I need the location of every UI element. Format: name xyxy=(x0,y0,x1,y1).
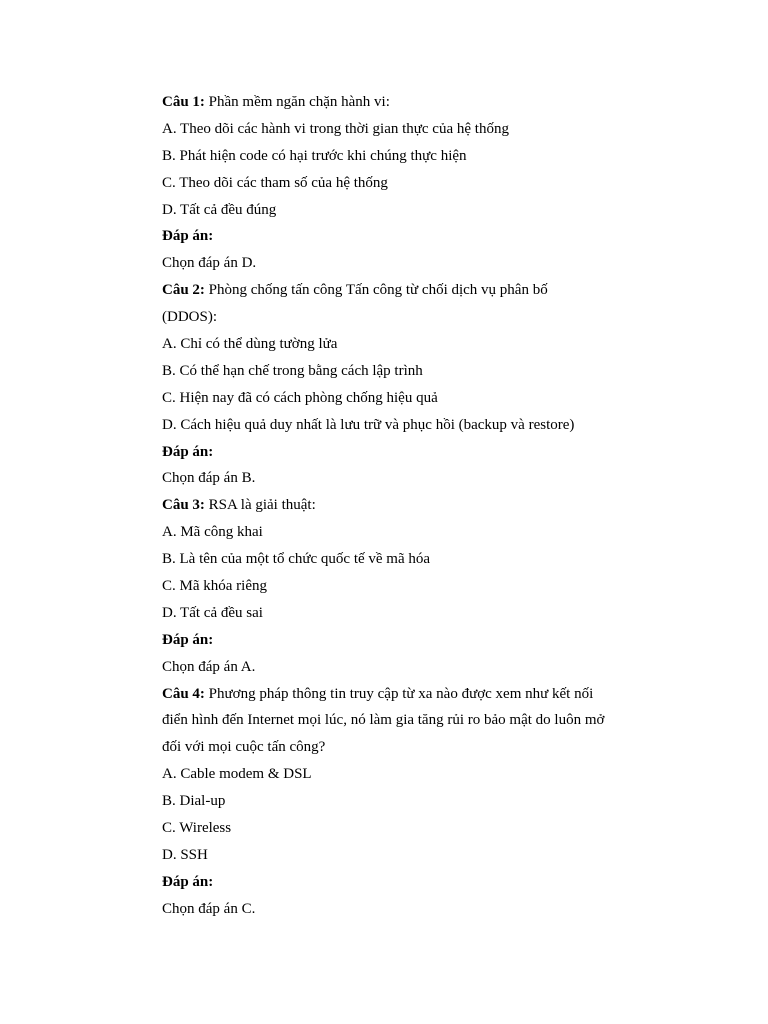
question-1-label: Câu 1: xyxy=(162,94,205,110)
question-3-option-a: A. Mã công khai xyxy=(162,524,263,541)
question-4-option-d: D. SSH xyxy=(162,846,208,863)
question-4-option-a: A. Cable modem & DSL xyxy=(162,766,312,783)
question-4-option-b: B. Dial-up xyxy=(162,793,226,810)
question-1-title xyxy=(162,89,622,116)
question-4-option-c: C. Wireless xyxy=(162,820,232,837)
question-1-option-b: B. Phát hiện code có hại trước khi chúng thực hiện xyxy=(162,147,467,164)
question-1-answer-label: Đáp án: xyxy=(162,228,214,245)
question-4-answer-label: Đáp án: xyxy=(162,873,214,890)
question-4-text-cont-1: điển hình đến Internet mọi lúc, nó làm gia tăng rủi ro bảo mật do luôn mở xyxy=(162,712,605,729)
question-4-label: Câu 4: xyxy=(162,685,205,702)
question-4-answer: Chọn đáp án C. xyxy=(162,900,256,917)
question-4-text: Phương pháp thông tin truy cập từ xa nào được xem như kết nối xyxy=(208,685,594,702)
question-3-answer: Chọn đáp án A. xyxy=(162,658,256,675)
question-2-answer: Chọn đáp án B. xyxy=(162,470,256,487)
question-2-label: Câu 2: xyxy=(162,282,205,299)
question-3-option-d: D. Tất cả đều sai xyxy=(162,604,263,621)
question-1-option-d: D. Tất cả đều đúng xyxy=(162,201,277,218)
question-2-option-b: B. Có thể hạn chế trong bằng cách lập trình xyxy=(162,362,423,379)
question-2 xyxy=(162,277,622,492)
question-3-title xyxy=(162,492,622,519)
question-2-option-d: D. Cách hiệu quả duy nhất là lưu trữ và phục hồi (backup và restore) xyxy=(162,416,575,433)
question-1-option-a: A. Theo dõi các hành vi trong thời gian thực của hệ thống xyxy=(162,120,509,137)
question-4 xyxy=(162,681,622,923)
question-1-option-c: C. Theo dõi các tham số của hệ thống xyxy=(162,174,388,191)
question-3-option-c: C. Mã khóa riêng xyxy=(162,578,267,595)
question-2-title xyxy=(162,277,622,304)
question-4-title xyxy=(162,681,622,708)
question-4-text-cont-2: đối với mọi cuộc tấn công? xyxy=(162,739,326,756)
question-2-text-cont: (DDOS): xyxy=(162,309,217,326)
question-1-text: Phần mềm ngăn chặn hành vi: xyxy=(208,94,390,110)
question-1 xyxy=(162,89,622,277)
question-3 xyxy=(162,492,622,680)
question-2-option-c: C. Hiện nay đã có cách phòng chống hiệu quả xyxy=(162,389,438,406)
question-3-text: RSA là giải thuật: xyxy=(208,497,316,514)
question-2-text: Phòng chống tấn công Tấn công từ chối dịch vụ phân bố xyxy=(208,282,548,299)
document-page xyxy=(162,89,622,923)
question-2-answer-label: Đáp án: xyxy=(162,443,214,460)
question-3-answer-label: Đáp án: xyxy=(162,631,214,648)
question-3-label: Câu 3: xyxy=(162,497,205,514)
question-1-answer: Chọn đáp án D. xyxy=(162,255,257,272)
question-2-option-a: A. Chỉ có thể dùng tường lửa xyxy=(162,336,338,353)
question-3-option-b: B. Là tên của một tổ chức quốc tế về mã hóa xyxy=(162,551,431,568)
